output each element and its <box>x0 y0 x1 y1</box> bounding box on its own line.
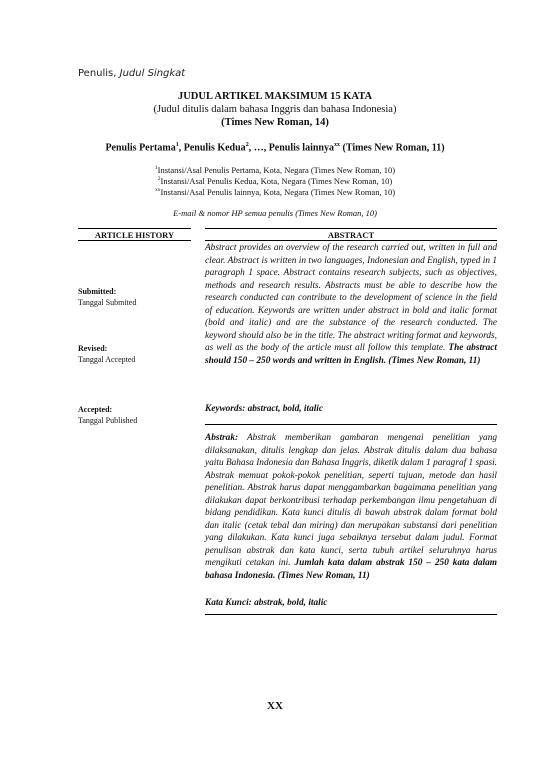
author-second: , Penulis Kedua <box>178 142 246 154</box>
author-line <box>0 142 550 153</box>
affiliation-1 <box>0 165 550 175</box>
author-rest-sup: xx <box>334 142 340 148</box>
affiliation-2-text: Instansi/Asal Penulis Kedua, Kota, Negara (Times New Roman, 10) <box>160 176 393 186</box>
abstract-english-body: Abstract provides an overview of the research carried out, written in full and clear. Abstract is written in two languages, Indonesian and English, typed in 1 paragraph 1 space. Abstract contains research subjects, such as objectives, methods and research results. Abstracts must be able to describe how the research conducted can contribute to the development of science in the field of education. Keywords are written under abstract in bold and italic format (bold and italic) and are the substance of the research conducted. The keyword should also be in the title. The abstract writing format and keywords, as well as the body of the article must all follow this template. <box>205 243 497 353</box>
affiliation-2 <box>0 176 550 186</box>
abstract-indonesian <box>205 432 497 582</box>
keywords-english: Keywords: abstract, bold, italic <box>205 404 324 414</box>
revised-label: Revised: <box>78 344 108 353</box>
affiliation-2-sup: 2 <box>157 176 161 183</box>
article-subtitle: (Judul ditulis dalam bahasa Inggris dan bahasa Indonesia) <box>153 104 397 115</box>
author-first-sup: 1 <box>175 142 179 148</box>
affiliation-3 <box>0 187 550 197</box>
author-rest: , …, Penulis lainnya <box>248 142 334 154</box>
history-header-rule <box>78 240 191 241</box>
abstract-divider-rule <box>205 424 497 425</box>
history-top-rule <box>78 228 191 229</box>
accepted-date: Tanggal Published <box>78 416 138 425</box>
page-number: XX <box>267 700 283 712</box>
author-first: Penulis Pertama <box>105 142 176 154</box>
author-font-note: (Times New Roman, 11) <box>340 142 445 154</box>
abstract-indonesian-label: Abstrak: <box>205 433 239 443</box>
affiliation-3-text: Instansi/Asal Penulis lainnya, Kota, Negara (Times New Roman, 10) <box>160 187 396 197</box>
keywords-indonesian: Kata Kunci: abstrak, bold, italic <box>205 598 328 608</box>
title-font-note: (Times New Roman, 14) <box>221 117 329 128</box>
affiliation-1-sup: 1 <box>154 165 158 172</box>
running-head-authors: Penulis, <box>78 68 120 79</box>
abstract-header: ABSTRACT <box>327 230 375 240</box>
abstract-header-rule <box>205 240 497 241</box>
abstract-english <box>205 242 497 367</box>
article-title: JUDUL ARTIKEL MAKSIMUM 15 KATA <box>177 91 373 102</box>
affiliation-1-text: Instansi/Asal Penulis Pertama, Kota, Negara (Times New Roman, 10) <box>157 165 396 175</box>
running-head-short-title: Judul Singkat <box>119 68 186 79</box>
running-head <box>78 68 185 79</box>
accepted-label: Accepted: <box>78 405 113 414</box>
abstract-english-requirement: The abstract should 150 – 250 words and written in English. (Times New Roman, 11) <box>205 343 498 366</box>
submitted-date: Tanggal Submited <box>78 298 137 307</box>
submitted-label: Submitted: <box>78 287 117 296</box>
abstract-indonesian-requirement: Jumlah kata dalam abstrak 150 – 250 kata dalam bahasa Indonesia. (Times New Roman, 11) <box>205 558 498 581</box>
affiliation-3-sup: xx <box>154 187 161 194</box>
revised-date: Tanggal Accepted <box>78 355 136 364</box>
author-second-sup: 2 <box>245 142 249 148</box>
article-history-header: ARTICLE HISTORY <box>94 230 175 240</box>
email-line: E-mail & nomor HP semua penulis (Times New Roman, 10) <box>173 208 377 218</box>
abstract-bottom-rule <box>205 614 497 615</box>
abstract-indonesian-body: Abstrak memberikan gambaran mengenai penelitian yang dilaksanakan, ditulis lengkap dan jelas. Abstrak ditulis dalam dua bahasa yaitu Bahasa Indonesia dan Bahasa Inggris, diketik dalam 1 paragraf 1 spasi. Abstrak memuat pokok-pokok penelitian, seperti tujuan, metode dan hasil penelitian. Abstrak harus dapat menggambarkan bagaimana penelitian yang dilakukan dapat berkontribusi terhadap perkembangan ilmu pengetahuan di bidang pendidikan. Kata kunci ditulis di bawah abstrak dalam format bold dan italic (cetak tebal dan miring) dan merupakan substansi dari penelitian yang dilakukan. Kata kunci juga sebaiknya tersebut dalam judul. Format penulisan abstrak dan kata kunci, serta tubuh artikel seluruhnya harus mengikuti cetakan ini. <box>205 433 497 568</box>
abstract-top-rule <box>205 228 497 229</box>
